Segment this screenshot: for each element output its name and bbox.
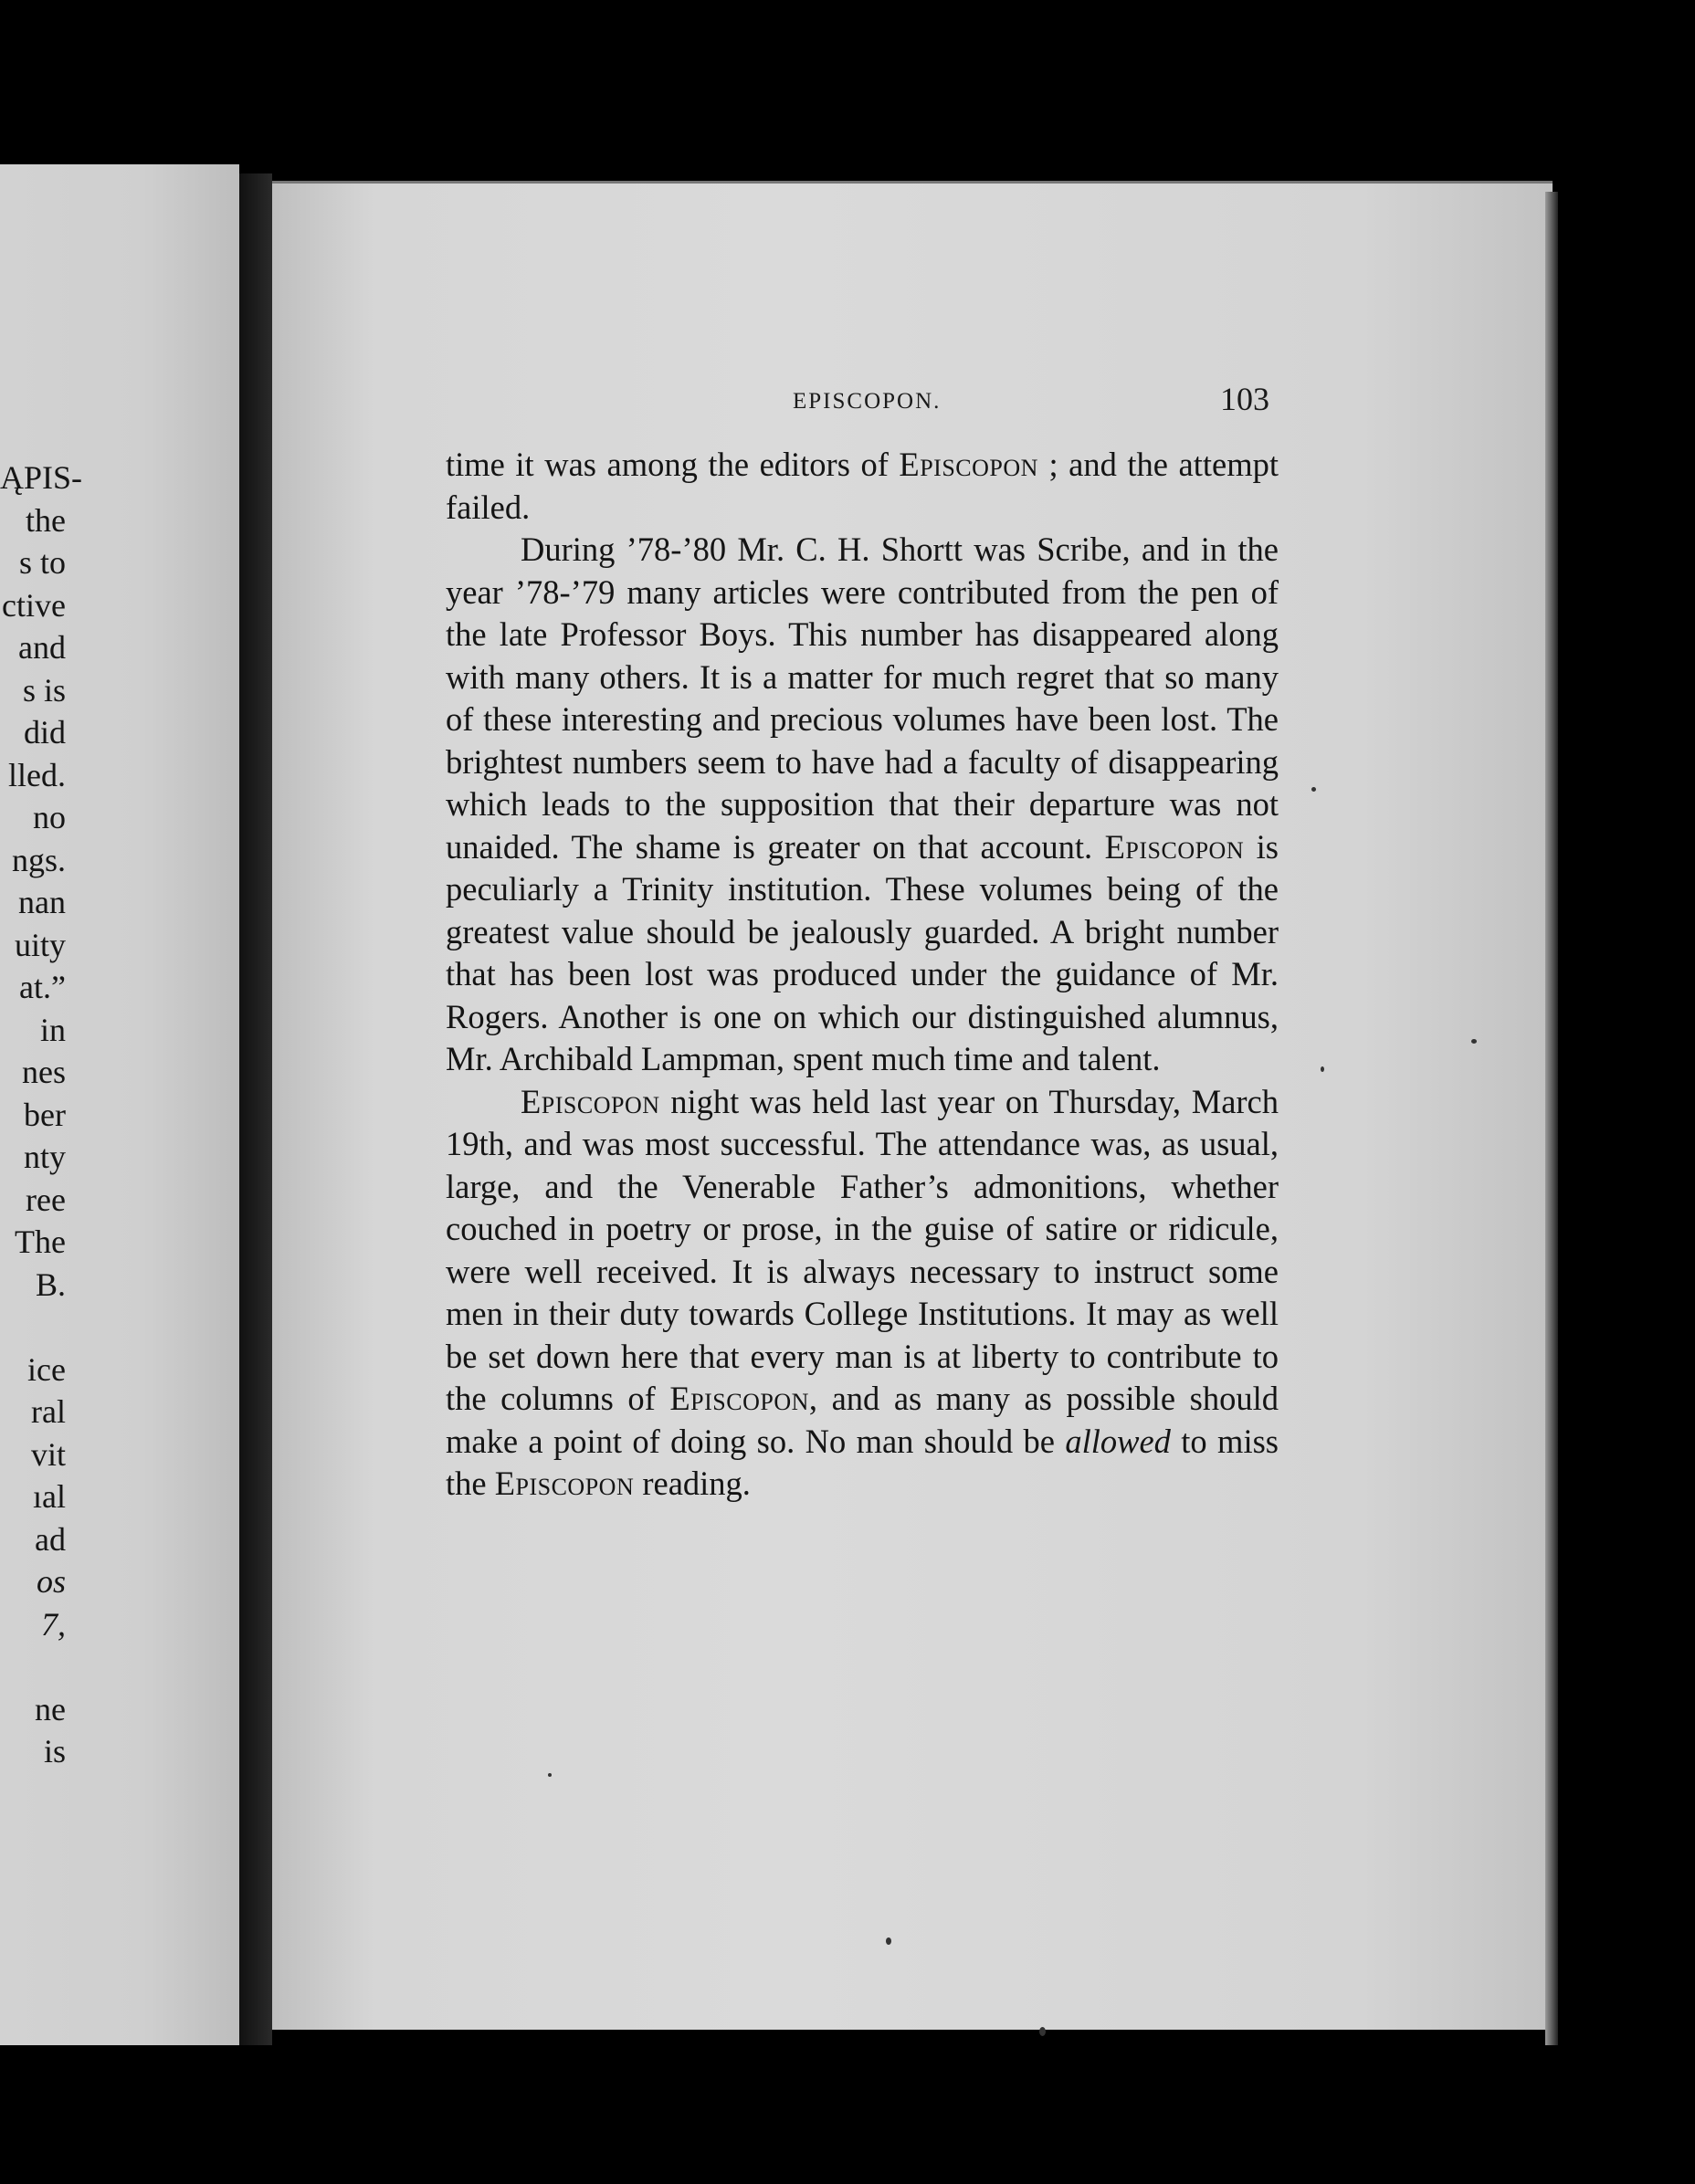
left-page-fragment — [0, 1306, 239, 1349]
scan-speck — [1311, 787, 1316, 792]
left-page-fragment: ice — [27, 1350, 66, 1388]
italic-run: allowed — [1065, 1422, 1171, 1460]
small-caps-run: Episcopon — [494, 1465, 635, 1502]
left-page-fragment: ngs. — [11, 841, 66, 878]
left-page-fragment: and — [18, 629, 66, 666]
left-page-fragment: nes — [22, 1054, 66, 1090]
left-page-fragment: The — [15, 1223, 66, 1260]
left-page-fragment: vit — [30, 1435, 66, 1473]
text-run: During ’78-’80 Mr. C. H. Shortt was Scribe, and in the year ’78-’79 many articles were contributed from the pen of the late Professor Boys. This number has disappeared along with many others. It is a matter for much regret that so many of these interesting and precious volumes have been lost. The brightest numbers seem to have had a faculty of disappearing which leads to the supposition that their departure was not unaided. The shame is greater on that account. — [446, 530, 1279, 866]
running-title: EPISCOPON. — [793, 389, 942, 414]
book-gutter — [239, 173, 272, 2045]
left-page-fragment: ad — [35, 1520, 66, 1558]
small-caps-run: Episcopon — [521, 1082, 660, 1120]
scan-speck — [1321, 1066, 1324, 1072]
page-edge-shadow — [1545, 192, 1558, 2045]
left-page-fragment: uity — [14, 926, 66, 963]
page-number: 103 — [1220, 381, 1269, 417]
text-run: to miss the — [446, 1422, 1279, 1502]
text-run: reading. — [634, 1465, 751, 1502]
left-page-fragment: os — [36, 1563, 66, 1600]
scan-speck — [1471, 1039, 1477, 1044]
left-page-text-fragments — [0, 457, 239, 1773]
left-page-fragment: B. — [35, 1265, 66, 1303]
paragraph — [446, 444, 1279, 529]
text-run: , and as many as possible should make a point of doing so. No man should be — [446, 1380, 1279, 1460]
left-page-fragment: at.” — [19, 969, 66, 1005]
left-page-fragment: ıal — [33, 1478, 66, 1515]
left-page-fragment: ne — [35, 1690, 66, 1727]
left-page-fragment: in — [39, 1011, 66, 1048]
small-caps-run: Episcopon — [669, 1380, 809, 1417]
text-run: time it was among the editors of — [446, 446, 900, 483]
scan-speck — [886, 1937, 891, 1945]
left-page-fragment: ĄPIS- — [0, 459, 83, 496]
text-run: ; and the attempt failed. — [446, 446, 1279, 526]
paragraph — [446, 529, 1279, 1081]
scan-speck — [1039, 2027, 1046, 2036]
scan-speck — [548, 1773, 552, 1777]
left-page-fragment: s to — [18, 544, 66, 581]
left-page-fragment: nty — [23, 1139, 66, 1175]
text-run: night was held last year on Thursday, March 19th, and was most successful. The attendance was, as usual, large, and the Venerable Father’s admonitions, whether couched in poetry or prose, in the guise of satire or ridicule, were well received. It is always necessary to instruct some men in their duty towards College Institutions. It may as well be set down here that every man is at liberty to contribute to the columns of — [446, 1082, 1279, 1417]
left-page-fragment: is — [43, 1733, 66, 1769]
body-text — [446, 444, 1279, 1506]
text-run: is peculiarly a Trinity institution. These volumes being of the greatest value should be jealously guarded. A bright number that has been lost was produced under the guidance of Mr. Rogers. Another is one on which our distinguished alumnus, Mr. Archibald Lampman, spent much time and talent. — [446, 827, 1279, 1077]
left-facing-page — [0, 164, 239, 2045]
left-page-fragment: ral — [31, 1393, 66, 1430]
left-page-fragment: the — [26, 501, 66, 539]
left-page-fragment: ber — [24, 1096, 66, 1133]
left-page-fragment: ree — [26, 1181, 66, 1218]
left-page-fragment: no — [33, 799, 66, 835]
left-page-fragment: s is — [22, 671, 66, 709]
running-head — [447, 383, 1288, 429]
paragraph — [446, 1081, 1279, 1506]
left-page-fragment: did — [23, 714, 66, 751]
left-page-fragment: lled. — [8, 756, 66, 793]
left-page-fragment: nan — [18, 884, 66, 920]
left-page-fragment — [0, 1645, 239, 1688]
left-page-fragment: ctive — [2, 586, 66, 624]
small-caps-run: Episcopon — [899, 446, 1038, 483]
left-page-fragment: 7, — [41, 1605, 66, 1643]
small-caps-run: Episcopon — [1104, 827, 1245, 866]
